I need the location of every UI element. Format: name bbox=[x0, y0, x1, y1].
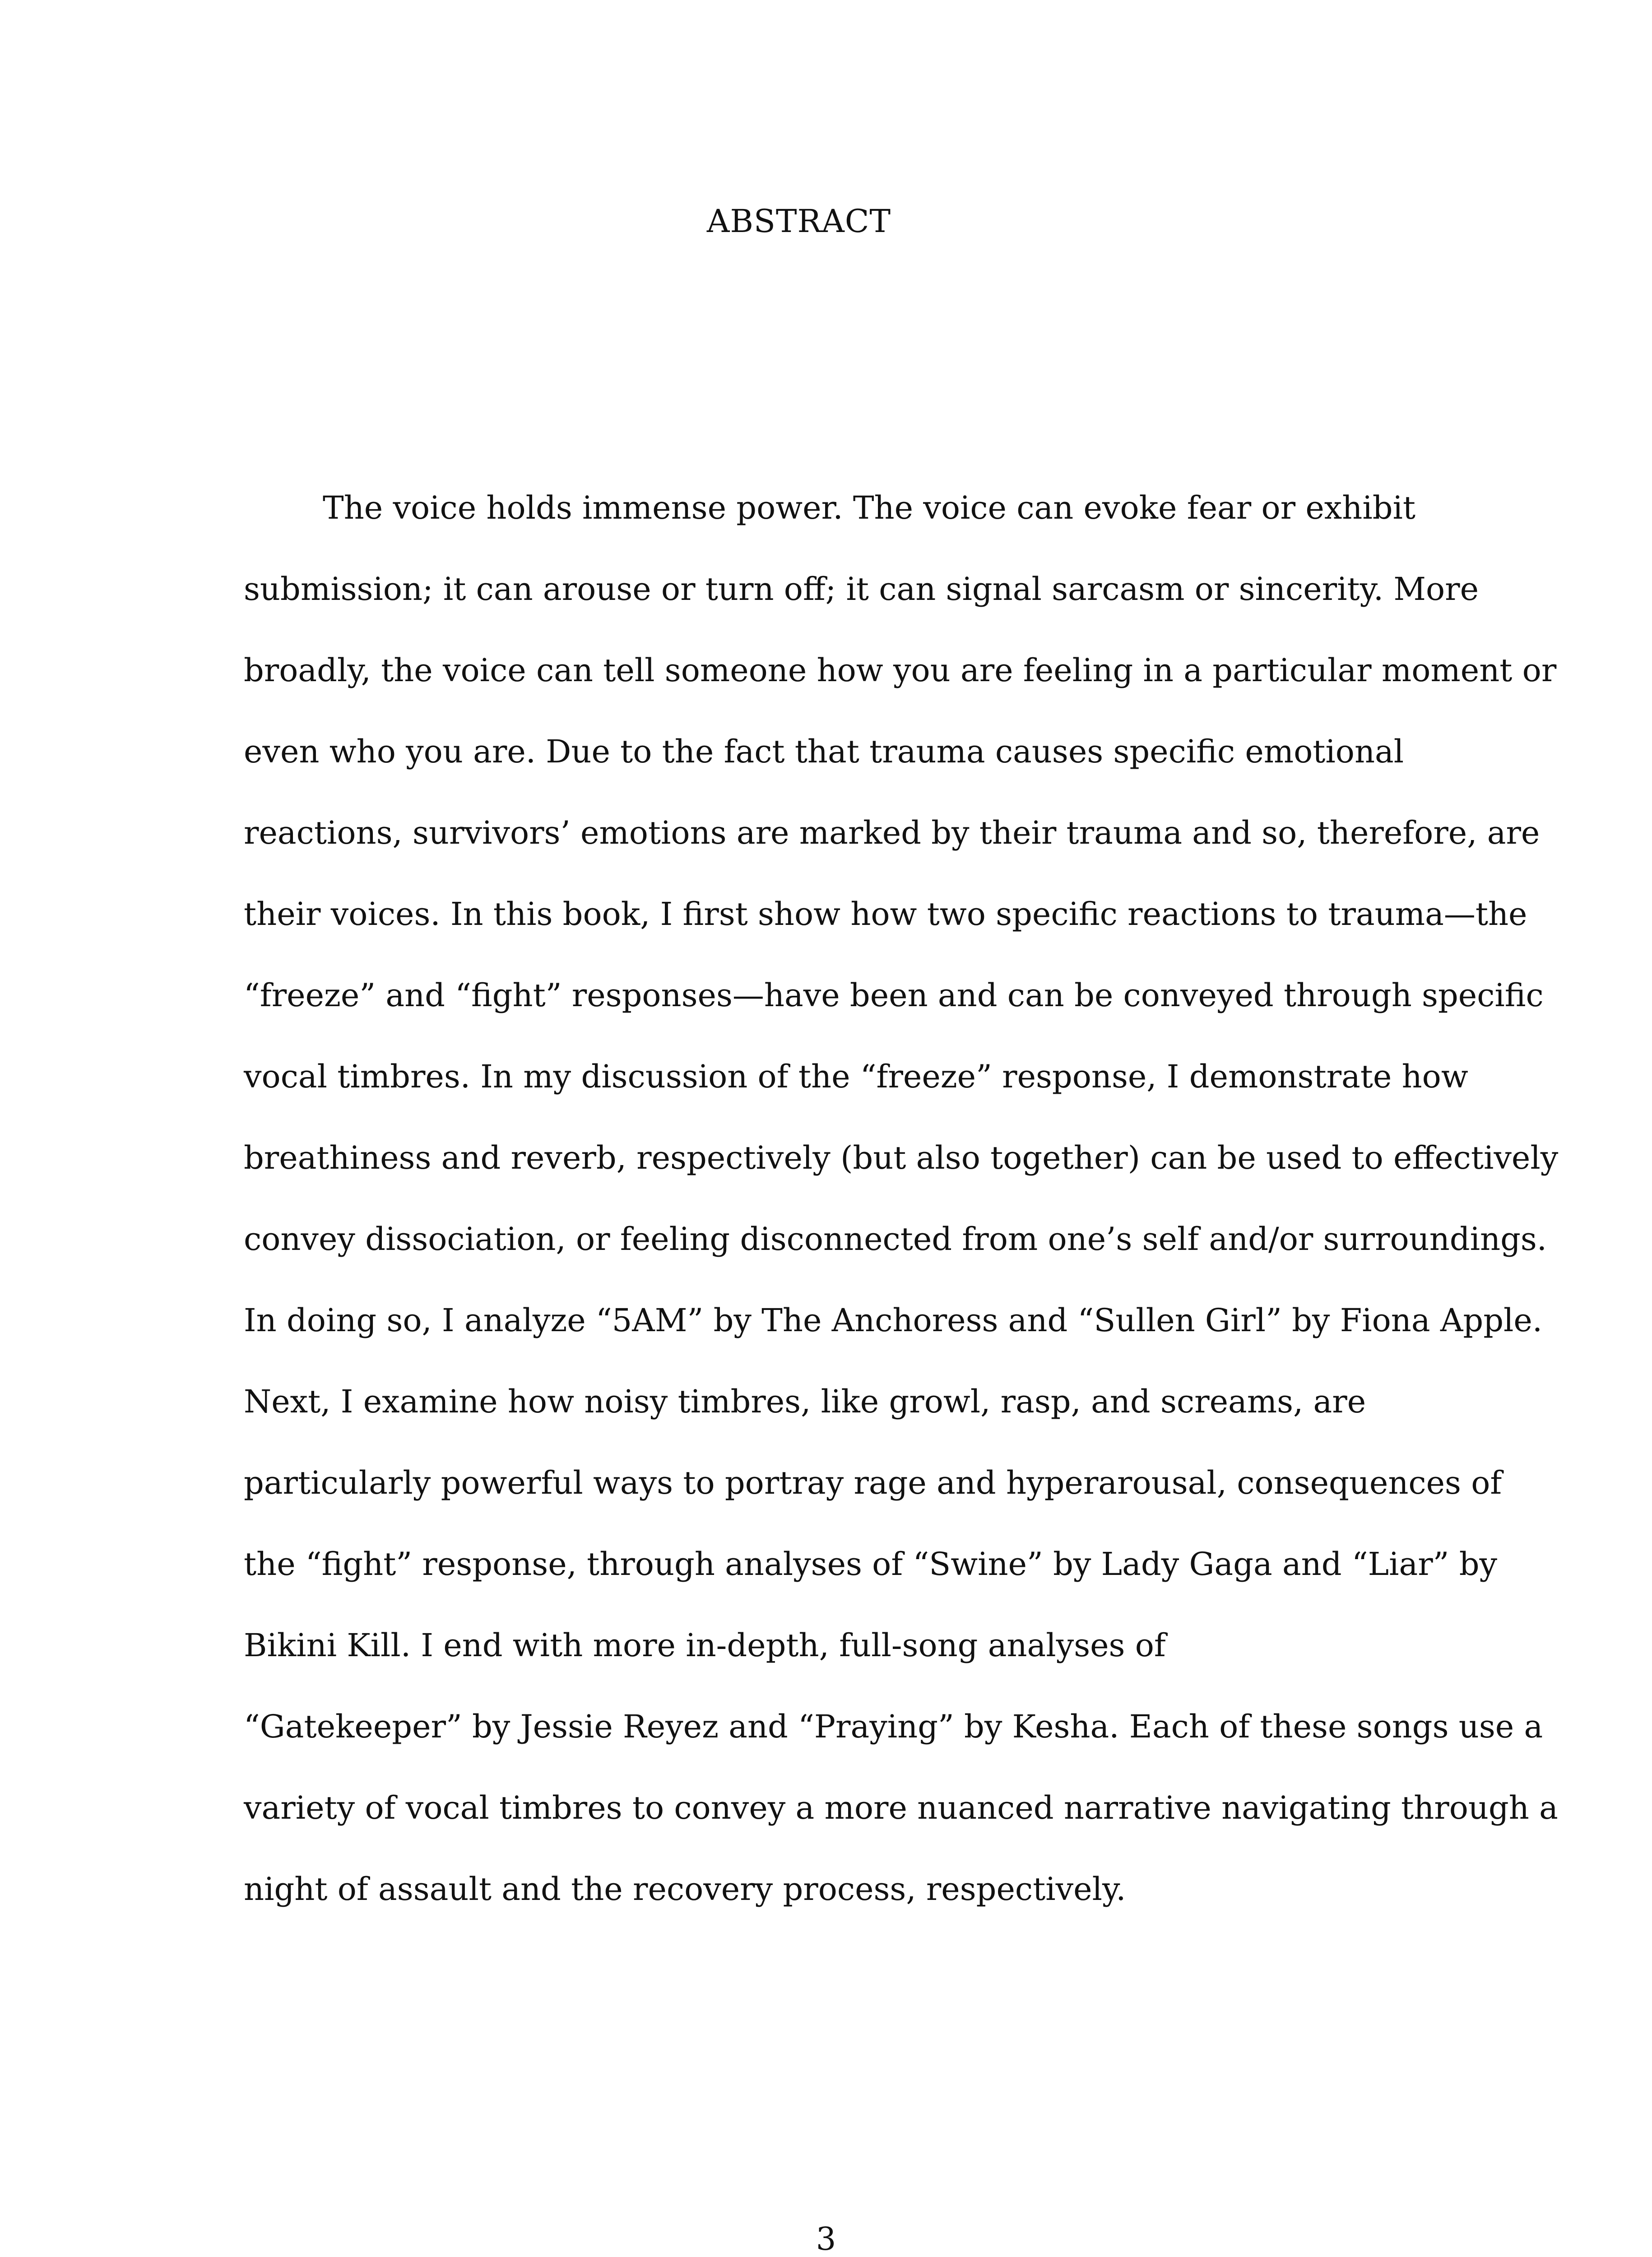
abstract-line: submission; it can arouse or turn off; it can signal sarcasm or sincerity. More bbox=[244, 571, 1479, 608]
abstract-line: variety of vocal timbres to convey a more nuanced narrative navigating through a bbox=[244, 1789, 1558, 1826]
abstract-body bbox=[244, 485, 1559, 1948]
abstract-line: “Gatekeeper” by Jessie Reyez and “Praying” by Kesha. Each of these songs use a bbox=[244, 1708, 1543, 1745]
abstract-line: night of assault and the recovery process, respectively. bbox=[244, 1871, 1126, 1908]
page-number: 3 bbox=[816, 2220, 836, 2257]
abstract-line: particularly powerful ways to portray rage and hyperarousal, consequences of bbox=[244, 1464, 1502, 1501]
abstract-line: their voices. In this book, I first show how two specific reactions to trauma—the bbox=[244, 896, 1527, 933]
abstract-line: breathiness and reverb, respectively (but also together) can be used to effectively bbox=[244, 1139, 1559, 1176]
abstract-line: “freeze” and “fight” responses—have been and can be conveyed through specific bbox=[244, 977, 1544, 1014]
abstract-line: reactions, survivors’ emotions are marked by their trauma and so, therefore, are bbox=[244, 814, 1540, 851]
abstract-line: In doing so, I analyze “5AM” by The Anchoress and “Sullen Girl” by Fiona Apple. bbox=[244, 1302, 1543, 1339]
abstract-line: broadly, the voice can tell someone how you are feeling in a particular moment or bbox=[244, 652, 1557, 689]
abstract-line: The voice holds immense power. The voice can evoke fear or exhibit bbox=[323, 489, 1416, 526]
abstract-line: the “fight” response, through analyses of “Swine” by Lady Gaga and “Liar” by bbox=[244, 1546, 1498, 1583]
abstract-line: Next, I examine how noisy timbres, like growl, rasp, and screams, are bbox=[244, 1383, 1366, 1420]
abstract-line: even who you are. Due to the fact that trauma causes specific emotional bbox=[244, 733, 1404, 770]
abstract-line: vocal timbres. In my discussion of the “freeze” response, I demonstrate how bbox=[244, 1058, 1468, 1095]
abstract-heading: ABSTRACT bbox=[706, 203, 891, 240]
abstract-line: Bikini Kill. I end with more in-depth, full-song analyses of bbox=[244, 1627, 1166, 1664]
abstract-line: convey dissociation, or feeling disconnected from one’s self and/or surroundings. bbox=[244, 1221, 1547, 1258]
